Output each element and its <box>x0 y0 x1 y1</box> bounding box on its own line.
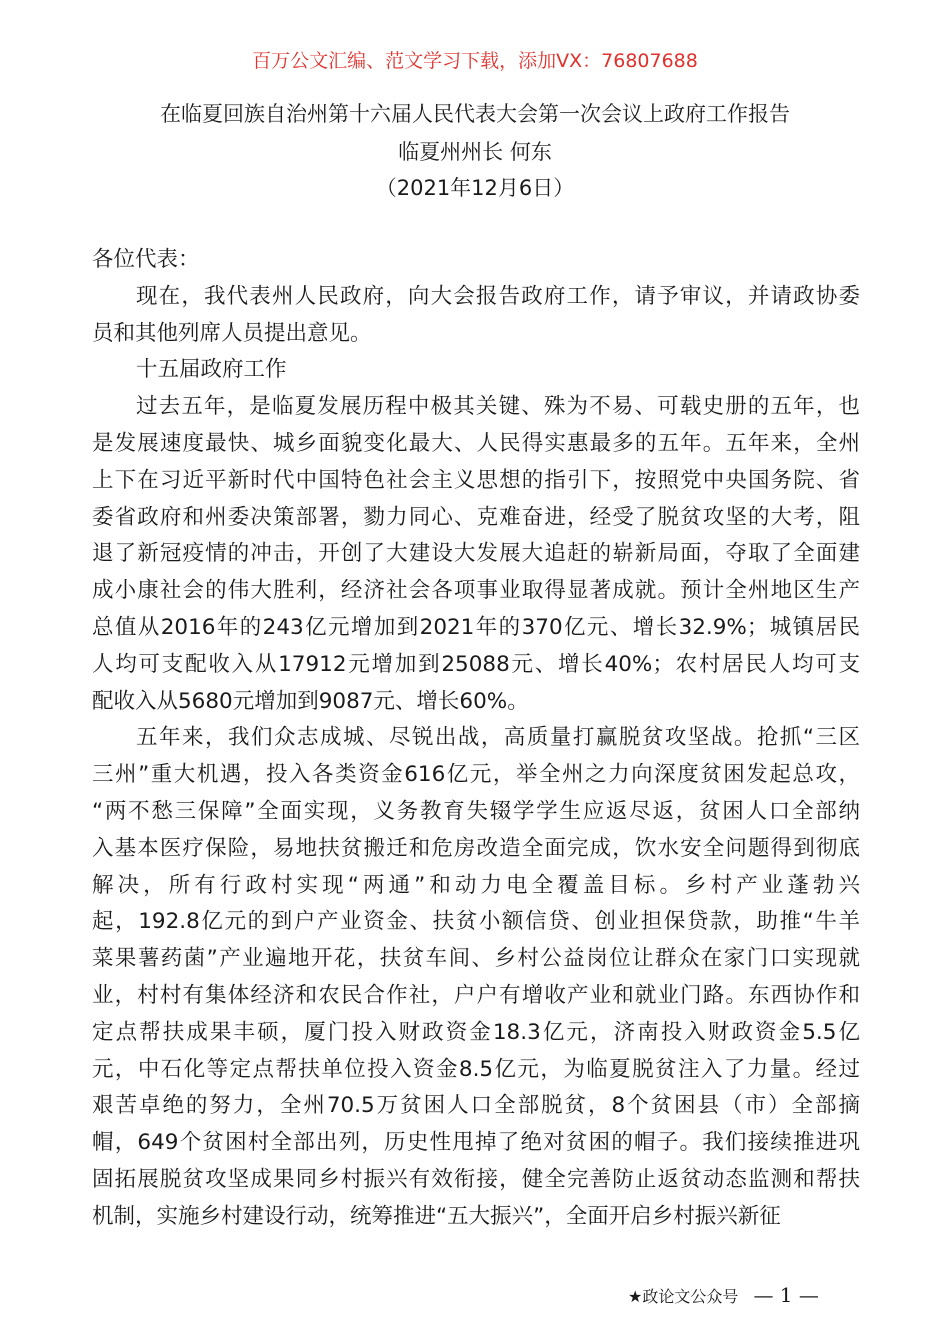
paragraph-line: 机制，实施乡村建设行动，统筹推进“五大振兴”，全面开启乡村振兴新征 <box>92 1203 781 1229</box>
paragraph-line: 艰苦卓绝的努力，全州70.5万贫困人口全部脱贫，8个贫困县（市）全部摘 <box>92 1093 860 1119</box>
paragraph <box>92 279 860 353</box>
paragraph-line: 是发展速度最快、城乡面貌变化最大、人民得实惠最多的五年。五年来，全州 <box>92 430 860 456</box>
paragraph-line: 退了新冠疫情的冲击，开创了大建设大发展大追赶的崭新局面，夺取了全面建 <box>92 541 860 567</box>
paragraph-line: 人均可支配收入从17912元增加到25088元、增长40%；农村居民人均可支 <box>92 651 860 677</box>
paragraph-line: 员和其他列席人员提出意见。 <box>92 320 372 346</box>
salutation: 各位代表： <box>92 247 200 272</box>
paragraph-line: 菜果薯药菌”产业遍地开花，扶贫车间、乡村公益岗位让群众在家门口实现就 <box>92 946 860 972</box>
paragraph-line: 现在，我代表州人民政府，向大会报告政府工作，请予审议，并请政协委 <box>136 283 860 309</box>
paragraph-line: 三州”重大机遇，投入各类资金616亿元，举全州之力向深度贫困发起总攻， <box>92 762 860 788</box>
document-body <box>92 242 860 1236</box>
paragraph <box>92 389 860 720</box>
paragraph-line: 定点帮扶成果丰硕，厦门投入财政资金18.3亿元，济南投入财政资金5.5亿 <box>92 1019 860 1045</box>
paragraph-line: 帽，649个贫困村全部出列，历史性甩掉了绝对贫困的帽子。我们接续推进巩 <box>92 1130 860 1156</box>
page-number: — 1 — <box>753 1283 819 1307</box>
page-footer <box>628 1283 819 1307</box>
paragraph-line: “两不愁三保障”全面实现，义务教育失辍学学生应返尽返，贫困人口全部纳 <box>92 798 860 824</box>
paragraph-line: 配收入从5680元增加到9087元、增长60%。 <box>92 688 529 714</box>
paragraph-line: 委省政府和州委决策部署，勠力同心、克难奋进，经受了脱贫攻坚的大考，阻 <box>92 504 860 530</box>
report-title: 在临夏回族自治州第十六届人民代表大会第一次会议上政府工作报告 <box>160 102 790 126</box>
paragraph-line: 成小康社会的伟大胜利，经济社会各项事业取得显著成就。预计全州地区生产 <box>92 578 860 604</box>
paragraph-line: 业，村村有集体经济和农民合作社，户户有增收产业和就业门路。东西协作和 <box>92 982 860 1008</box>
paragraph-line: 解决，所有行政村实现“两通”和动力电全覆盖目标。乡村产业蓬勃兴 <box>92 872 860 898</box>
paragraph-line: 元，中石化等定点帮扶单位投入资金8.5亿元，为临夏脱贫注入了力量。经过 <box>92 1056 860 1082</box>
footer-source: ★政论文公众号 <box>628 1287 739 1306</box>
paragraph-line: 入基本医疗保险，易地扶贫搬迁和危房改造全面完成，饮水安全问题得到彻底 <box>92 835 860 861</box>
paragraph <box>92 720 860 1235</box>
paragraph-line: 过去五年，是临夏发展历程中极其关键、殊为不易、可载史册的五年，也 <box>136 394 860 420</box>
paragraph-line: 上下在习近平新时代中国特色社会主义思想的指引下，按照党中央国务院、省 <box>92 467 860 493</box>
paragraph-line: 起，192.8亿元的到户产业资金、扶贫小额信贷、创业担保贷款，助推“牛羊 <box>92 909 860 935</box>
paragraph-line: 五年来，我们众志成城、尽锐出战，高质量打赢脱贫攻坚战。抢抓“三区 <box>136 725 860 751</box>
report-author: 临夏州州长 何东 <box>398 140 552 164</box>
paragraph-line: 总值从2016年的243亿元增加到2021年的370亿元、增长32.9%；城镇居民 <box>92 614 860 640</box>
paragraph-line: 固拓展脱贫攻坚成果同乡村振兴有效衔接，健全完善防止返贫动态监测和帮扶 <box>92 1166 860 1192</box>
promo-banner: 百万公文汇编、范文学习下载，添加VX：76807688 <box>252 50 698 72</box>
paragraph <box>92 352 860 389</box>
paragraph-line: 十五届政府工作 <box>136 357 287 383</box>
report-date: （2021年12月6日） <box>375 176 575 200</box>
